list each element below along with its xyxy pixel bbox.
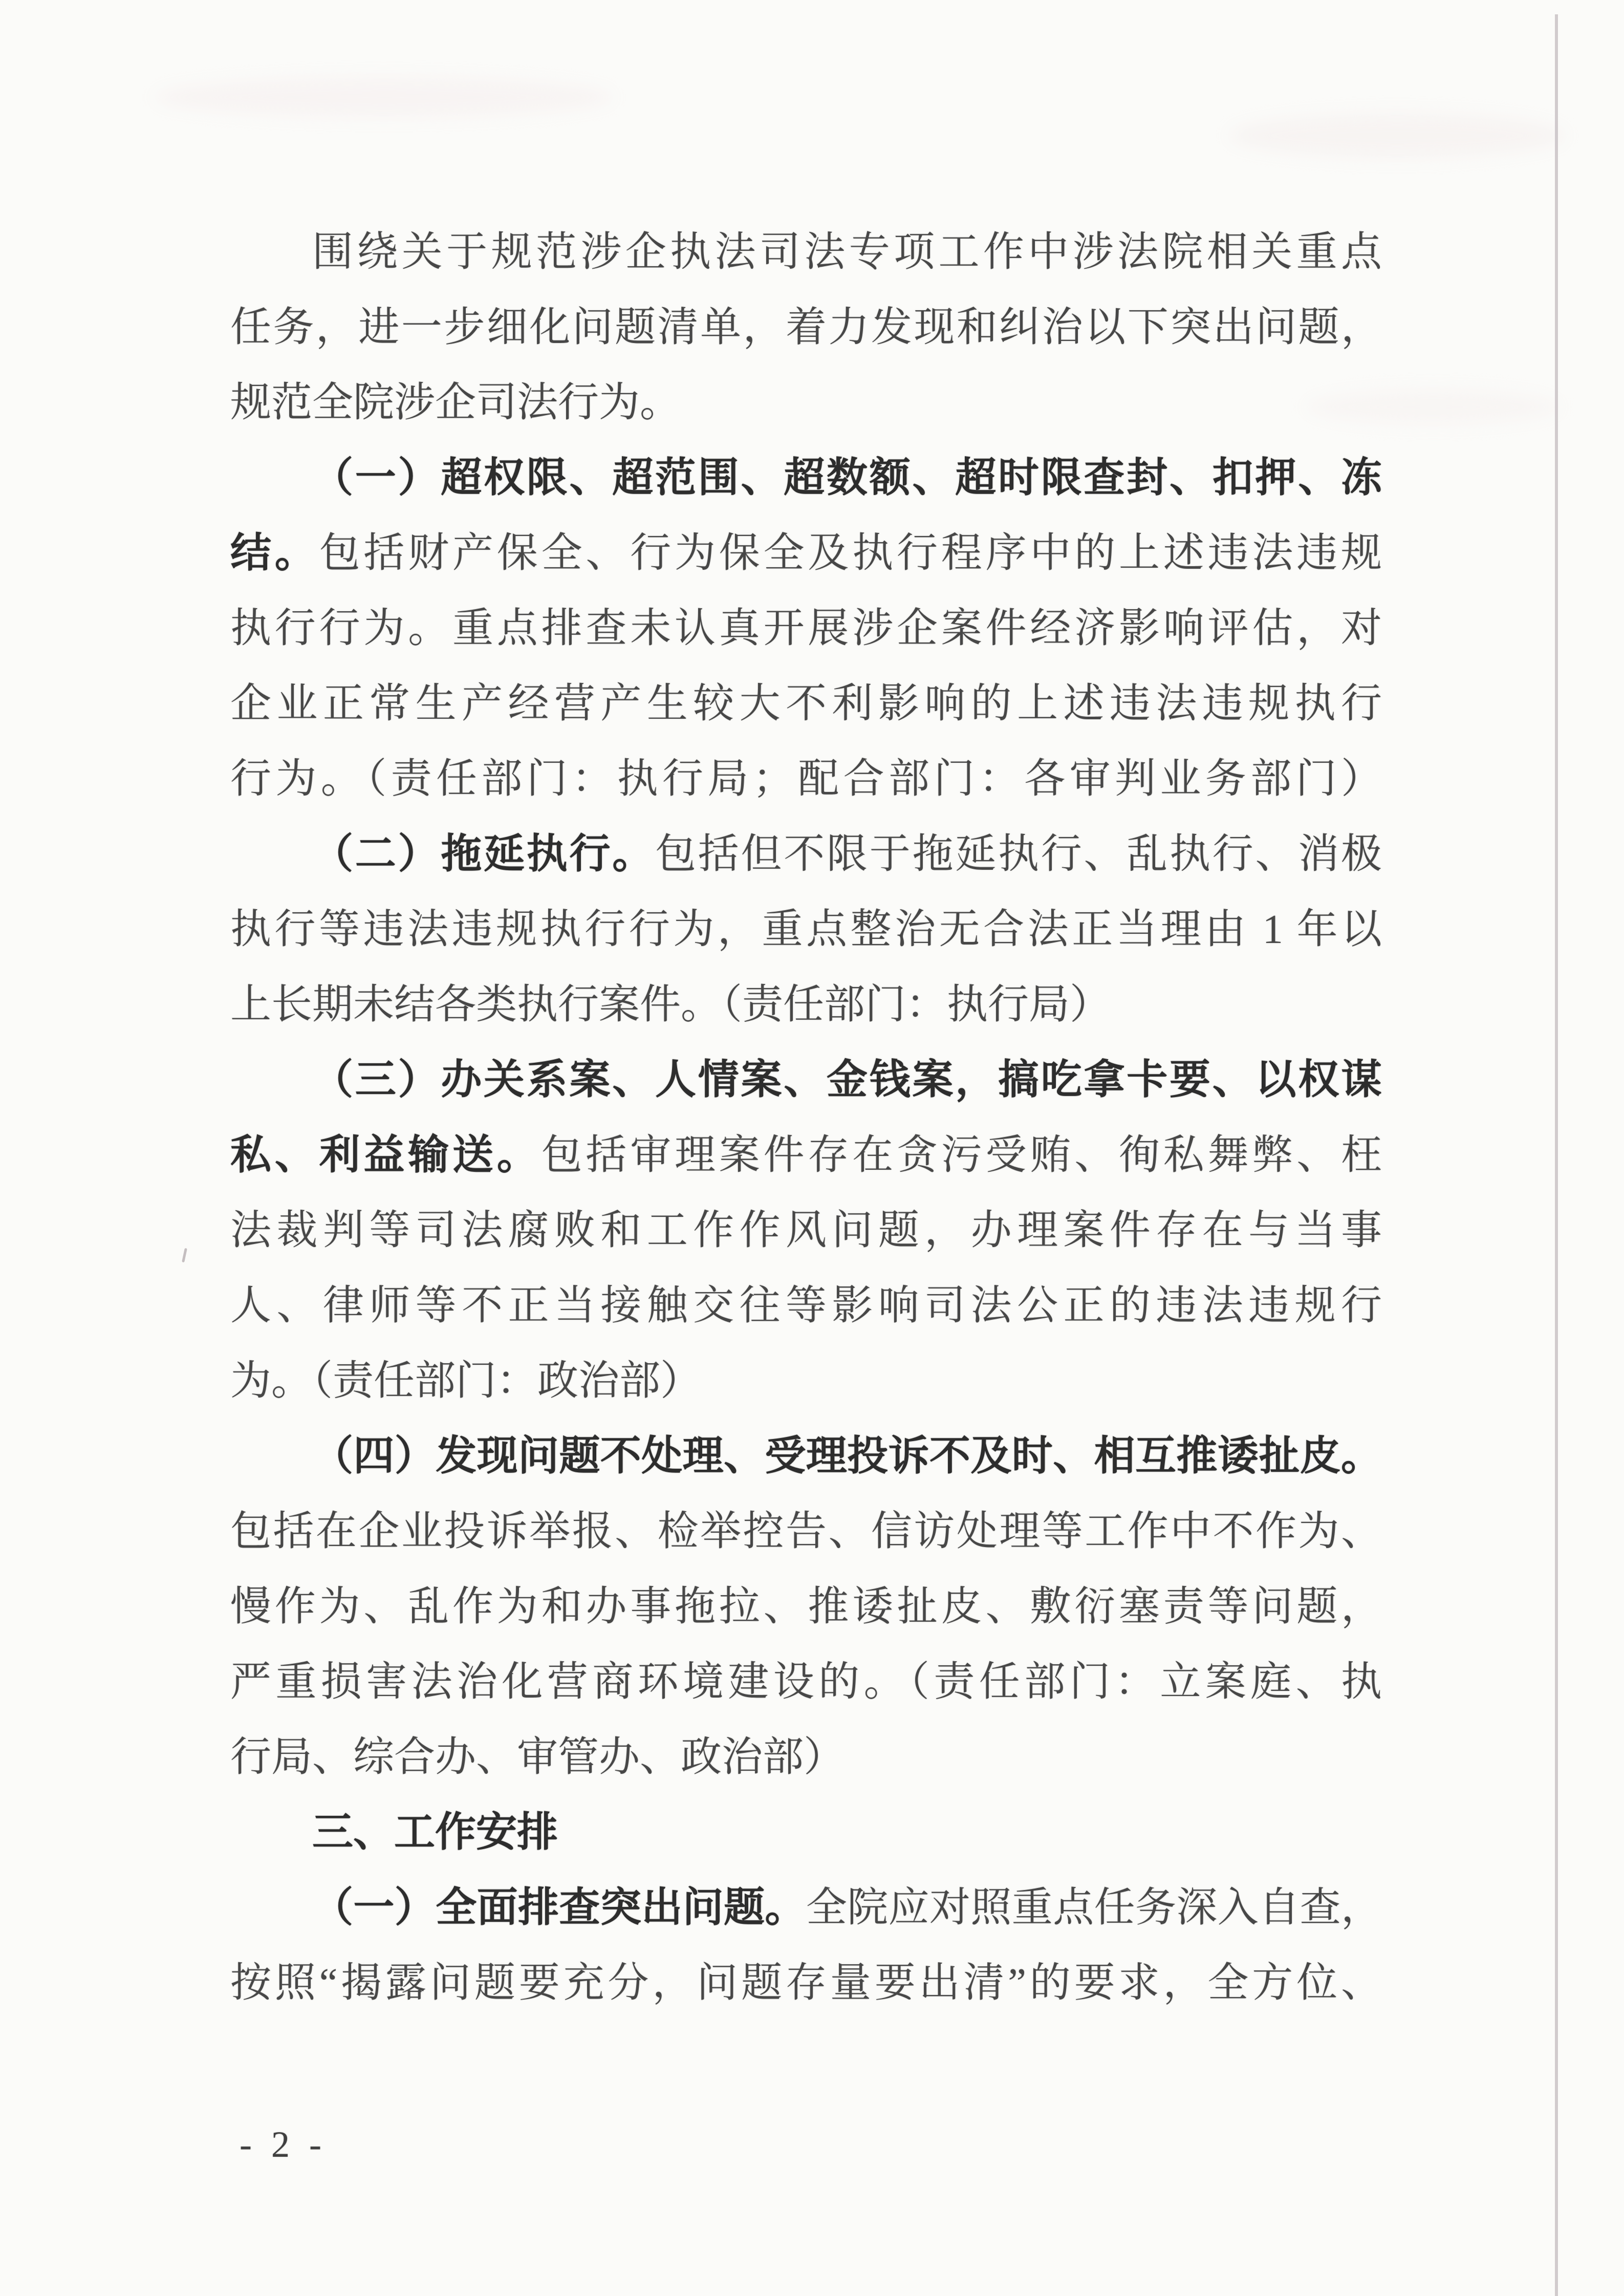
body-segment: 严重损害法治化营商环境建设的。（责任部门：立案庭、执	[230, 1660, 1382, 1705]
scan-edge-line	[1555, 14, 1558, 2296]
text-line	[230, 891, 1382, 967]
heading-segment: 三、工作安排	[312, 1809, 558, 1855]
body-segment: 包括审理案件存在贪污受贿、徇私舞弊、枉	[541, 1133, 1382, 1178]
body-segment: 全院应对照重点任务深入自查，	[806, 1885, 1382, 1930]
text-line	[230, 666, 1382, 741]
text-line	[230, 1794, 1382, 1870]
page-number: - 2 -	[240, 2124, 327, 2165]
body-segment: 法裁判等司法腐败和工作作风问题，办理案件存在与当事	[230, 1208, 1382, 1253]
text-line	[230, 1343, 1382, 1418]
text-line	[230, 1719, 1382, 1794]
body-segment: 围绕关于规范涉企执法司法专项工作中涉法院相关重点	[312, 230, 1382, 275]
body-segment: 规范全院涉企司法行为。	[230, 380, 681, 425]
text-line	[230, 967, 1382, 1042]
body-segment: 人、律师等不正当接触交往等影响司法公正的违法违规行	[230, 1283, 1382, 1328]
body-segment: 包括但不限于拖延执行、乱执行、消极	[655, 832, 1382, 877]
body-segment: 按照“揭露问题要充分，问题存量要出清”的要求，全方位、	[230, 1961, 1382, 2006]
heading-segment: 结。	[230, 530, 319, 575]
text-line	[230, 289, 1382, 364]
body-segment: 上长期未结各类执行案件。（责任部门：执行局）	[230, 982, 1111, 1027]
text-line	[230, 1644, 1382, 1719]
document-body	[230, 214, 1382, 2020]
text-line	[230, 741, 1382, 816]
text-line	[230, 1117, 1382, 1192]
scan-bleed-ghost	[1228, 113, 1566, 159]
text-line	[230, 1192, 1382, 1268]
text-line	[230, 214, 1382, 289]
text-line	[230, 364, 1382, 440]
heading-segment: （二）拖延执行。	[312, 831, 655, 876]
text-line	[230, 1418, 1382, 1493]
body-segment: 企业正常生产经营产生较大不利影响的上述违法违规执行	[230, 681, 1382, 726]
body-segment: 执行等违法违规执行行为，重点整治无合法正当理由 1 年以	[230, 907, 1382, 952]
heading-segment: （一）全面排查突出问题。	[312, 1884, 806, 1930]
text-line	[230, 515, 1382, 590]
text-line	[230, 590, 1382, 666]
text-line	[230, 440, 1382, 515]
body-segment: 行局、综合办、审管办、政治部）	[230, 1735, 845, 1780]
scan-bleed-ghost	[154, 77, 614, 118]
body-segment: 包括在企业投诉举报、检举控告、信访处理等工作中不作为、	[230, 1509, 1382, 1554]
body-segment: 执行行为。重点排查未认真开展涉企案件经济影响评估，对	[230, 606, 1382, 651]
body-segment: 任务，进一步细化问题清单，着力发现和纠治以下突出问题，	[230, 305, 1382, 350]
body-segment: 为。（责任部门：政治部）	[230, 1359, 701, 1404]
body-segment: 行为。（责任部门：执行局；配合部门：各审判业务部门）	[230, 757, 1382, 802]
text-line	[230, 1493, 1382, 1569]
scan-artifact-mark	[182, 1248, 187, 1262]
text-line	[230, 1945, 1382, 2020]
text-line	[230, 1042, 1382, 1117]
heading-segment: 私、利益输送。	[230, 1132, 542, 1177]
body-segment: 慢作为、乱作为和办事拖拉、推诿扯皮、敷衍塞责等问题，	[230, 1584, 1382, 1629]
text-line	[230, 816, 1382, 891]
body-segment: 包括财产保全、行为保全及执行程序中的上述违法违规	[319, 531, 1382, 576]
heading-segment: （三）办关系案、人情案、金钱案，搞吃拿卡要、以权谋	[312, 1057, 1382, 1102]
text-line	[230, 1870, 1382, 1945]
heading-segment: （四）发现问题不处理、受理投诉不及时、相互推诿扯皮。	[312, 1433, 1382, 1478]
text-line	[230, 1268, 1382, 1343]
heading-segment: （一）超权限、超范围、超数额、超时限查封、扣押、冻	[312, 455, 1382, 500]
text-line	[230, 1569, 1382, 1644]
